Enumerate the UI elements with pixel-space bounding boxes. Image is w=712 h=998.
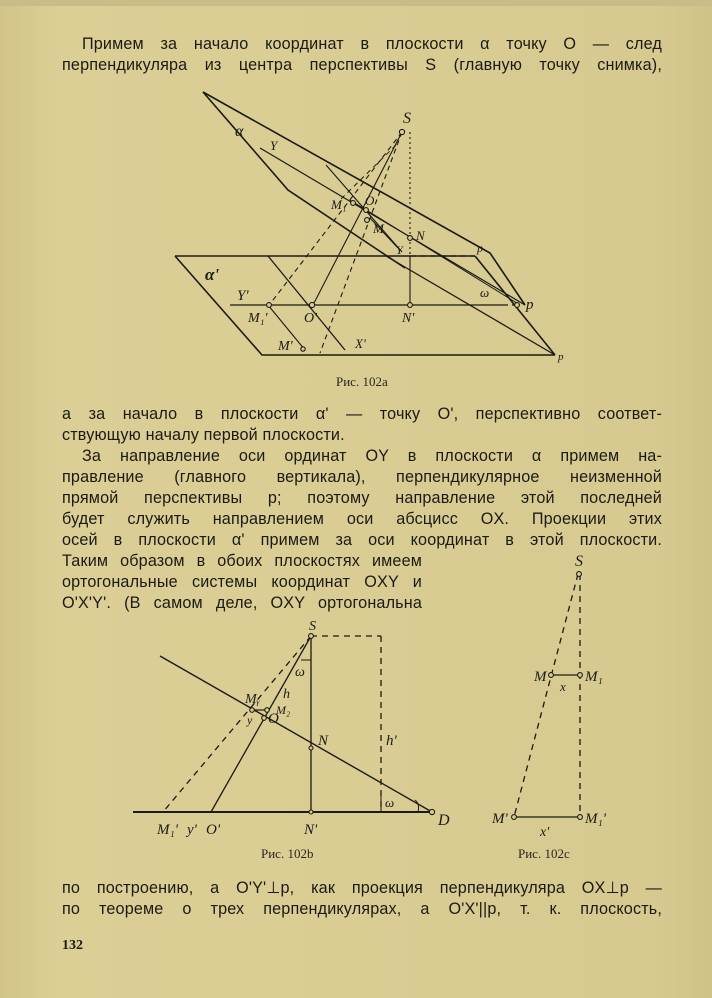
paragraph-middle <box>62 404 662 551</box>
label-o-prime: O' <box>304 311 318 326</box>
label-my: Mᵧ <box>245 692 260 707</box>
label-y: Y <box>396 243 403 257</box>
label-m-prime: M' <box>278 339 293 354</box>
label-p: p <box>526 297 534 313</box>
label-n: N <box>416 228 425 243</box>
label-alpha: α <box>235 123 244 140</box>
label-x-prime: x' <box>540 825 550 840</box>
label-y-prime: y' <box>187 822 197 838</box>
figure-102b <box>130 610 470 850</box>
text-line: прямой перспективы p; поэтому направление этой последней <box>62 489 662 507</box>
label-m: M <box>534 669 547 685</box>
label-m: M <box>373 221 384 236</box>
paragraph-top <box>62 34 662 76</box>
label-alpha-prime: α' <box>205 265 220 284</box>
label-x-prime: X' <box>355 336 366 351</box>
text-line: будет служить направлением оси абсцисс OX. Проекции этих <box>62 510 662 528</box>
label-m-prime: M' <box>492 811 508 827</box>
label-y: y <box>247 713 253 727</box>
label-h: h <box>283 687 290 702</box>
label-n-prime: N' <box>402 311 415 326</box>
text-line: правление (главного вертикала), перпендикулярное неизменной <box>62 468 662 486</box>
label-n-prime: N' <box>304 822 318 838</box>
text-line: а за начало в плоскости α' — точку O', перспективно соответ- <box>62 405 662 423</box>
label-p-top: p <box>477 241 483 255</box>
text-line: Таким образом в обоих плоскостях имеем <box>62 552 422 570</box>
text-line: по теореме о трех перпендикулярах, а O'X'||p, т. к. плоскость, <box>62 900 662 918</box>
caption-102a: Рис. 102a <box>336 374 388 389</box>
text-line: За направление оси ординат OY в плоскости α примем на- <box>82 447 662 465</box>
text-line: ортогональные системы координат OXY и <box>62 573 422 591</box>
paragraph-narrow <box>62 551 422 614</box>
label-m1: M₁ <box>331 197 347 212</box>
text-line: осей в плоскости α' примем за оси координат в этой плоскости. <box>62 531 662 549</box>
text-line: перпендикуляра из центра перспективы S (главную точку снимка), <box>62 56 662 74</box>
figure-102c <box>490 550 630 840</box>
label-omega-top: ω <box>295 665 305 680</box>
label-o-prime: O' <box>206 822 221 838</box>
caption-102c: Рис. 102c <box>518 846 570 861</box>
label-m1-prime: M₁' <box>157 822 178 838</box>
label-s: S <box>309 619 316 634</box>
label-m2: M₂ <box>276 703 291 717</box>
figure-102a <box>150 82 590 372</box>
label-m1: M₁ <box>585 669 603 685</box>
page-top-edge <box>0 0 712 6</box>
label-x: x <box>560 679 566 694</box>
paragraph-bottom <box>62 878 662 920</box>
text-line: O'X'Y'. (В самом деле, OXY ортогональна <box>62 594 422 612</box>
label-p-bottom: p <box>558 351 564 363</box>
label-omega-bottom: ω <box>385 795 395 810</box>
label-h-prime: h' <box>386 733 397 749</box>
text-line: по построению, а O'Y'⊥p, как проекция перпендикуляра OX⊥p — <box>62 879 662 897</box>
label-n: N <box>318 733 329 749</box>
label-s: S <box>403 110 411 127</box>
label-omega: ω <box>480 285 490 300</box>
label-s: S <box>575 553 583 570</box>
label-o: O <box>268 711 279 727</box>
label-d: D <box>438 812 450 829</box>
label-y-prime: Y' <box>237 288 249 304</box>
label-m1-prime: M₁' <box>585 811 606 827</box>
text-line: ствующую началу первой плоскости. <box>62 426 345 444</box>
label-m1-prime: M₁' <box>248 311 268 326</box>
caption-102b: Рис. 102b <box>261 846 314 861</box>
label-o: O <box>365 193 375 208</box>
page-number: 132 <box>62 938 83 953</box>
text-line: Примем за начало координат в плоскости α точку O — след <box>82 35 662 53</box>
label-y-upper: Y <box>270 138 278 153</box>
